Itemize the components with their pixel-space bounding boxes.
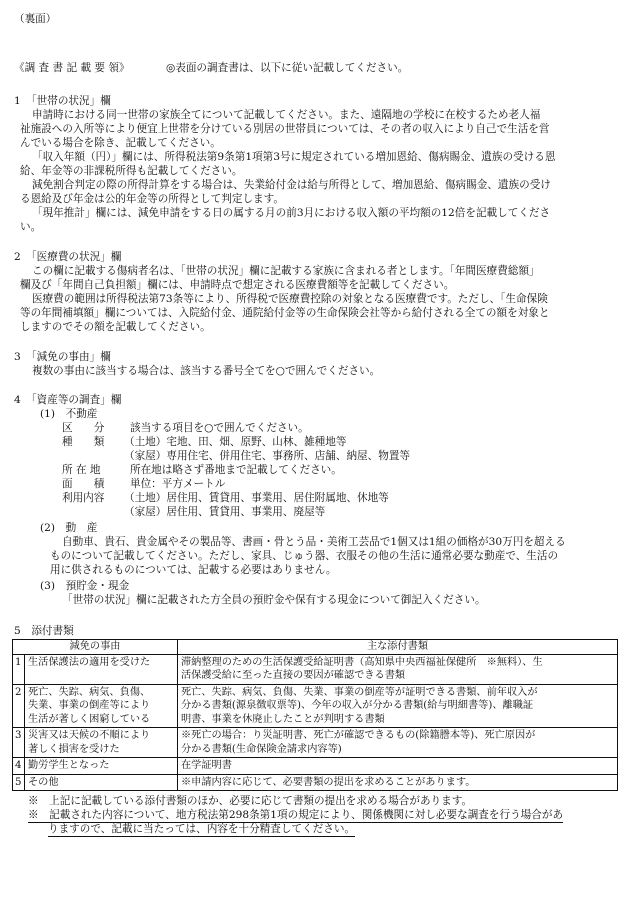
real-estate-value: 所在地は略さず番地まで記載してください。: [130, 464, 342, 476]
row-number: 2: [13, 684, 25, 728]
reason-line: その他: [28, 776, 59, 788]
note-line: [28, 808, 563, 823]
real-estate-label: 区 分: [62, 422, 105, 434]
reason-cell: [25, 774, 178, 791]
real-estate-value: （家屋）専用住宅、併用住宅、事務所、店舗、納屋、物置等: [124, 450, 411, 462]
reason-line: 生活が著しく困窮している: [28, 713, 151, 725]
section-2-line: 欄及び「年間自己負担額」欄には、申請時点で想定される医療費額等を記載してください。: [20, 279, 455, 291]
section-1-line: 給、年金等の非課税所得も記載してください。: [20, 165, 243, 177]
reason-cell: [25, 728, 178, 758]
section-4-heading: 4 「資産等の調査」欄: [14, 394, 122, 406]
docs-cell: [178, 758, 618, 775]
real-estate-value: （家屋）居住用、賃貸用、事業用、廃屋等: [124, 506, 326, 518]
section-1-line: い。: [20, 221, 42, 233]
docs-line: 死亡、失踪、病気、負傷、失業、事業の倒産等が証明できる書類、前年収入が: [181, 686, 538, 698]
table-row: [13, 654, 618, 684]
real-estate-label: 面 積: [62, 478, 105, 490]
section-1-line: 祉施設への入所等により便宜上世帯を分けている別居の世帯員については、その者の収入により自己で生活を営: [20, 123, 550, 135]
real-estate-value: 該当する項目を○で囲んでください。: [130, 422, 309, 434]
movable-line: 自動車、貴石、貴金属やその製品等、書画・骨とう品・美術工芸品で1個又は1組の価格が30万円を超える: [62, 536, 566, 548]
savings-subheading: (3) 預貯金・現金: [40, 580, 130, 592]
docs-line: 滞納整理のための生活保護受給証明書（高知県中央西福祉保健所 ※無料）、生: [181, 656, 543, 668]
table-header-row: [13, 640, 618, 655]
note-underlined-text: ※ 記載された内容について、地方税法第298条第1項の規定により、関係機関に対し必要な調査を行う場合があ: [28, 809, 564, 821]
movable-line: ものについて記載してください。ただし、家具、じゅう器、衣服その他の生活に通常必要な動産で、生活の: [50, 550, 559, 562]
movable-line: 用に供されるものについては、記載する必要はありません。: [50, 564, 337, 576]
docs-line: 分かる書類(生命保険金請求内容等): [181, 743, 342, 755]
section-5-heading: 5 添付書類: [14, 625, 74, 637]
real-estate-value: （土地）居住用、賃貸用、事業用、居住附属地、休地等: [124, 492, 389, 504]
real-estate-value: 単位：平方メートル: [130, 478, 226, 490]
reason-line: 著しく損害を受けた: [28, 743, 120, 755]
section-1-line: 申請時における同一世帯の家族全てについて記載してください。また、遠隔地の学校に在校するため老人福: [32, 109, 541, 121]
section-3-heading: 3 「減免の事由」欄: [14, 351, 111, 363]
reason-cell: [25, 654, 178, 684]
table-row: [13, 684, 618, 728]
docs-cell: [178, 684, 618, 728]
savings-line: 「世帯の状況」欄に記載された方全員の預貯金や保有する現金について御記入ください。: [62, 594, 486, 606]
docs-line: 分かる書類(源泉徴収票等)、今年の収入が分かる書類(給与明細書等)、離職証: [181, 700, 534, 711]
table-row: [13, 774, 618, 791]
section-1-line: んでいる場合を除き、記載してください。: [20, 137, 221, 149]
column-header-docs: 主な添付書類: [178, 640, 618, 655]
section-1-line: 「収入年額（円）」欄には、所得税法第9条第1項第3号に規定されている増加恩給、傷病賜金、遺族の受ける恩: [32, 151, 556, 163]
note-underlined-text: りますので、記載に当たっては、内容を十分精査してください。: [48, 823, 356, 835]
section-1-line: 減免割合判定の際の所得計算をする場合は、失業給付金は給与所得として、増加恩給、傷病賜金、遺族の受け: [32, 179, 551, 191]
table-row: [13, 728, 618, 758]
section-2-line: この欄に記載する傷病者名は、「世帯の状況」欄に記載する家族に含まれる者とします。「年間医療費総額」: [32, 265, 540, 277]
reason-line: 災害又は天候の不順により: [28, 730, 151, 741]
reason-line: 生活保護法の適用を受けた: [28, 656, 151, 668]
docs-line: 活保護受給に至った直接の要因が確認できる書類: [181, 670, 406, 681]
reason-line: 死亡、失踪、病気、負傷、: [28, 686, 151, 698]
attachments-table: [12, 639, 618, 791]
real-estate-label: 種 類: [62, 436, 105, 448]
guide-intro: ◎表面の調査書は、以下に従い記載してください。: [166, 62, 409, 74]
movable-subheading: (2) 動 産: [40, 522, 98, 534]
section-3-line: 複数の事由に該当する場合は、該当する番号全てを○で囲んでください。: [32, 365, 381, 377]
note-line: [48, 822, 355, 837]
reason-line: 勤労学生となった: [28, 760, 110, 771]
real-estate-label: 利用内容: [62, 492, 105, 504]
section-2-line: 医療費の範囲は所得税法第73条等により、所得税で医療費控除の対象となる医療費です。ただし、「生命保険: [32, 293, 548, 305]
docs-line: 在学証明書: [181, 760, 232, 771]
section-1-line: る恩給及び年金は公的年金等の所得として判定します。: [20, 193, 284, 205]
docs-cell: [178, 728, 618, 758]
note-line: ※ 上記に記載している添付書類のほか、必要に応じて書類の提出を求める場合があります。: [28, 795, 473, 807]
row-number: 5: [13, 774, 25, 791]
reason-cell: [25, 758, 178, 775]
table-row: [13, 758, 618, 775]
section-2-line: 等の年間補填額」欄については、入院給付金、通院給付金等の生命保険会社等から給付される全ての額を対象と: [20, 307, 550, 319]
back-side-label: （裏面）: [14, 13, 57, 25]
docs-cell: [178, 774, 618, 791]
docs-line: 明書、事業を休廃止したことが判明する書類: [181, 713, 385, 725]
docs-line: ※死亡の場合：り災証明書、死亡が確認できるもの(除籍謄本等)、死亡原因が: [181, 730, 536, 741]
guide-title: 《調 査 書 記 載 要 領》: [14, 62, 130, 74]
docs-line: ※申請内容に応じて、必要書類の提出を求めることがあります。: [181, 776, 476, 788]
row-number: 4: [13, 758, 25, 775]
real-estate-value: （土地）宅地、田、畑、原野、山林、雑種地等: [124, 436, 347, 448]
section-2-line: しますのでその額を記載してください。: [20, 321, 211, 333]
section-1-line: 「現年推計」欄には、減免申請をする日の属する月の前3月における収入額の平均額の12倍を記載してくださ: [32, 207, 551, 219]
row-number: 1: [13, 654, 25, 684]
real-estate-subheading: (1) 不動産: [40, 408, 98, 420]
section-2-heading: 2 「医療費の状況」欄: [14, 251, 122, 263]
reason-line: 失業、事業の倒産等により: [28, 700, 151, 711]
section-1-heading: 1 「世帯の状況」欄: [14, 95, 111, 107]
reason-cell: [25, 684, 178, 728]
docs-cell: [178, 654, 618, 684]
real-estate-label: 所 在 地: [62, 464, 101, 476]
column-header-reason: 減免の事由: [13, 640, 178, 655]
row-number: 3: [13, 728, 25, 758]
